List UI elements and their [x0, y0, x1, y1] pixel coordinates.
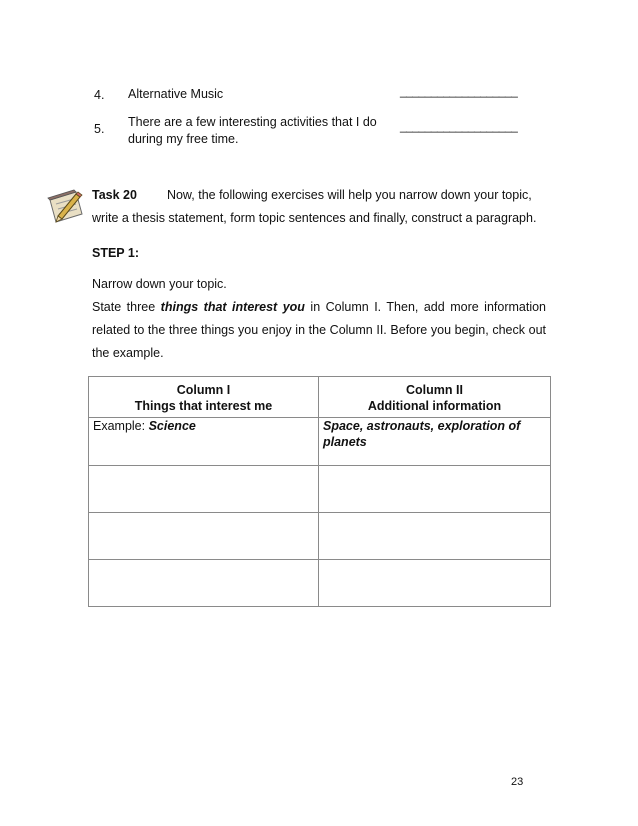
- page-number: 23: [511, 776, 524, 788]
- answer-cell[interactable]: [319, 513, 551, 560]
- example-info-cell: Space, astronauts, exploration of planets: [319, 418, 551, 466]
- body-text: in Column I. Then, add more information related to the three things you enjoy in the Column II. Before you begin, check out the example.: [92, 300, 547, 360]
- task-paragraph: [92, 184, 552, 230]
- item-number: 5.: [94, 122, 105, 136]
- pencil-paper-icon: [46, 186, 86, 226]
- answer-blank[interactable]: ___________________: [400, 119, 518, 133]
- answer-blank[interactable]: ___________________: [400, 84, 518, 98]
- item-text: Alternative Music: [128, 87, 224, 101]
- task-line: [92, 184, 552, 207]
- step-body: [92, 296, 546, 365]
- column-subtitle: Additional information: [367, 399, 502, 413]
- column-subtitle: Things that interest me: [134, 399, 273, 413]
- answer-cell[interactable]: [89, 513, 319, 560]
- answer-cell[interactable]: [319, 466, 551, 513]
- table-row: [89, 513, 551, 560]
- column-header: [319, 377, 551, 418]
- example-prefix: Example:: [93, 419, 146, 433]
- column-title: Column II: [406, 383, 463, 397]
- item-text-line: during my free time.: [128, 132, 239, 146]
- item-text-line: There are a few interesting activities that I do: [128, 115, 377, 129]
- example-row: [89, 418, 551, 466]
- step-heading: STEP 1:: [92, 246, 140, 260]
- item-number: 4.: [94, 88, 105, 102]
- answer-cell[interactable]: [89, 466, 319, 513]
- task-line: write a thesis statement, form topic sentences and finally, construct a paragraph.: [92, 211, 537, 225]
- answer-cell[interactable]: [319, 560, 551, 607]
- example-value: Science: [148, 419, 196, 433]
- table-row: [89, 560, 551, 607]
- body-emphasis: things that interest you: [160, 300, 305, 314]
- answer-cell[interactable]: [89, 560, 319, 607]
- example-cell: [89, 418, 319, 466]
- step-instruction: Narrow down your topic.: [92, 277, 227, 291]
- column-title: Column I: [176, 383, 231, 397]
- column-header: [89, 377, 319, 418]
- interest-table: [88, 376, 551, 607]
- task-label: Task 20: [92, 188, 137, 202]
- table-header-row: [89, 377, 551, 418]
- task-text: Now, the following exercises will help you narrow down your topic,: [166, 188, 532, 202]
- table-row: [89, 466, 551, 513]
- body-text: State three: [92, 300, 156, 314]
- item-text: [128, 114, 388, 148]
